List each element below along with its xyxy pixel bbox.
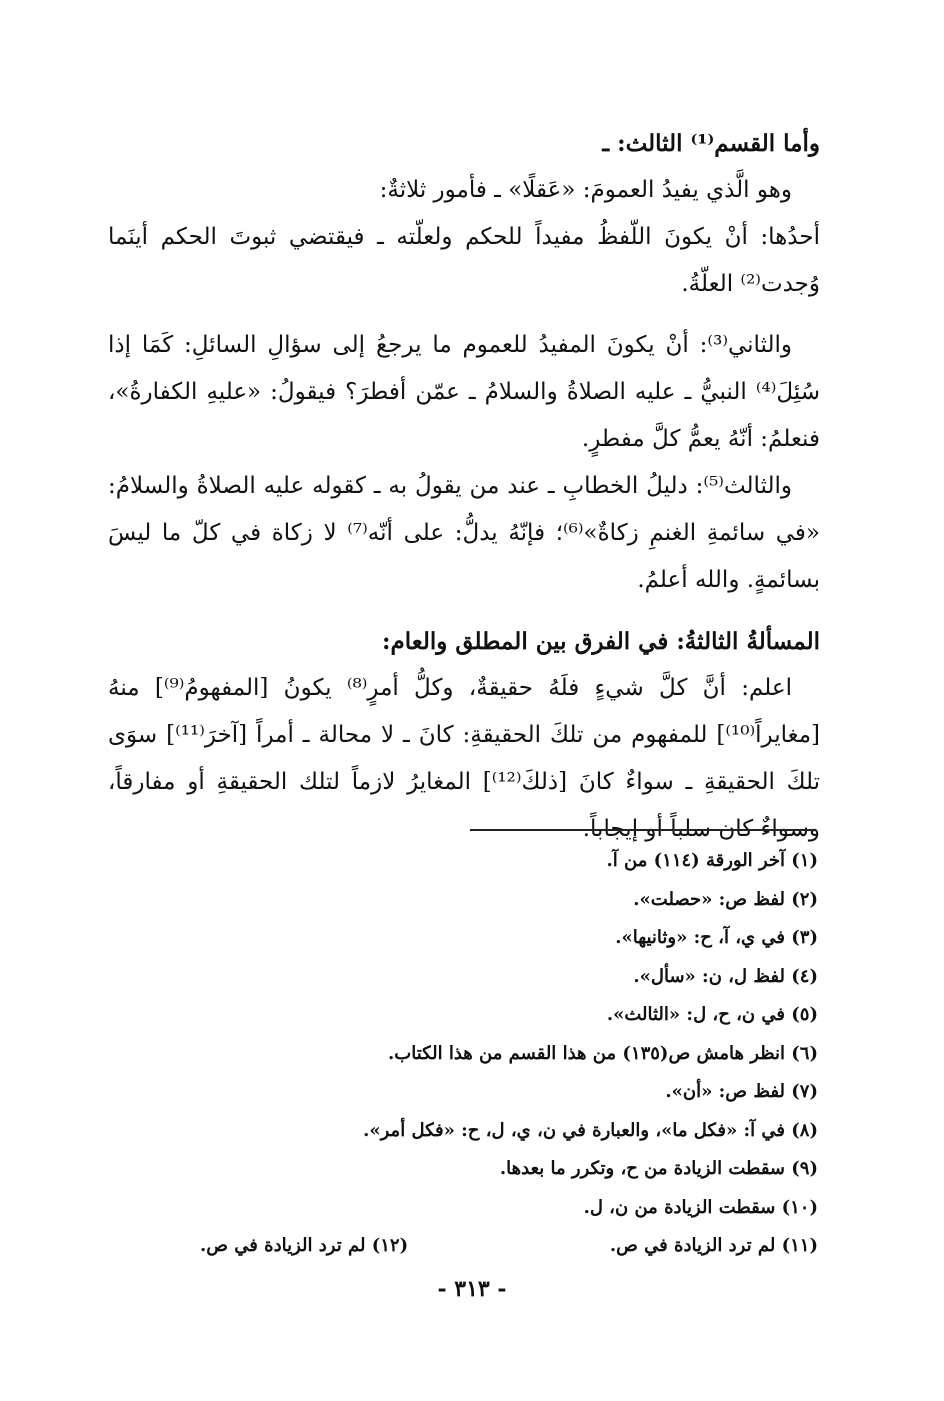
footnote-11: (١١) لم ترد الزيادة في ص. <box>609 1235 818 1256</box>
issue-heading: المسألةُ الثالثةُ: في الفرق بين المطلق والعام: <box>382 628 820 655</box>
paragraph-issue: اعلم: أنَّ كلَّ شيءٍ فلَهُ حقيقةٌ، وكلُّ أمرٍ⁽⁸⁾ يكونُ [المفهومُ⁽⁹⁾] منهُ [مغايراً⁽¹⁰⁾] للمفهوم من تلكَ الحقيقةِ: كانَ ـ لا محالة ـ أمراً [آخرَ⁽¹¹⁾] سوَى تلكَ الحقيقةِ ـ سواءٌ كانَ [ذلكَ⁽¹²⁾] المغايرُ لازماً لتلك الحقيقةِ أو مفارقاً، وسواءٌ كان سلباً أو إيجاباً. <box>108 675 820 842</box>
paragraph-first: أحدُها: أنْ يكونَ اللّفظُ مفيداً للحكم ولعلّته ـ فيقتضي ثبوتَ الحكم أينَما وُجدت⁽²⁾ العلّةُ. <box>108 224 820 297</box>
paragraph-third: والثالث⁽⁵⁾: دليلُ الخطابِ ـ عند من يقولُ به ـ كقوله عليه الصلاةُ والسلامُ: «في سائمةِ الغنمِ زكاةٌ»⁽⁶⁾؛ فإنّهُ يدلُّ: على أنّه⁽⁷⁾ لا زكاة في كلّ ما ليسَ بسائمةٍ. والله أعلمُ. <box>108 473 820 593</box>
paragraph-second: والثاني⁽³⁾: أنْ يكونَ المفيدُ للعموم ما يرجعُ إلى سؤالِ السائلِ: كَمَا إذا سُئِلَ⁽⁴⁾ النبيُّ ـ عليه الصلاةُ والسلامُ ـ عمّن أفطرَ؟ فيقولُ: «عليهِ الكفارةُ»، فنعلمُ: أنّهُ يعمُّ كلَّ مفطرٍ. <box>108 332 820 452</box>
footnote-4: (٤) لفظ ل، ن: «سأل». <box>633 965 818 987</box>
footnote-8: (٨) في آ: «فكل ما»، والعبارة في ن، ي، ل، ح: «فكل أمر». <box>363 1119 818 1141</box>
footnote-9: (٩) سقطت الزيادة من ح، وتكرر ما بعدها. <box>499 1158 818 1179</box>
footnote-6: (٦) انظر هامش ص(١٣٥) من هذا القسم من هذا الكتاب. <box>388 1042 818 1064</box>
footnote-10: (١٠) سقطت الزيادة من ن، ل. <box>583 1196 818 1218</box>
footnote-row-last <box>200 1227 818 1266</box>
main-text <box>108 120 820 853</box>
footnote-12: (١٢) لم ترد الزيادة في ص. <box>200 1235 409 1256</box>
page-number: - ٣١٣ - <box>437 1276 507 1302</box>
section-heading: وأما القسم⁽¹⁾ الثالث: ـ <box>602 130 820 157</box>
footnote-1: (١) آخر الورقة (١١٤) من آ. <box>606 850 818 871</box>
footnote-2: (٢) لفظ ص: «حصلت». <box>633 888 818 910</box>
footnote-5: (٥) في ن، ح، ل: «الثالث». <box>606 1004 818 1025</box>
paragraph-intro: وهو الَّذي يفيدُ العمومَ: «عَقلًا» ـ فأمور ثلاثةٌ: <box>379 177 792 203</box>
footnote-divider <box>470 829 816 831</box>
footnote-7: (٧) لفظ ص: «أن». <box>665 1081 818 1102</box>
footnotes <box>200 842 818 1266</box>
footnote-3: (٣) في ي، آ، ح: «وثانيها». <box>615 927 818 948</box>
